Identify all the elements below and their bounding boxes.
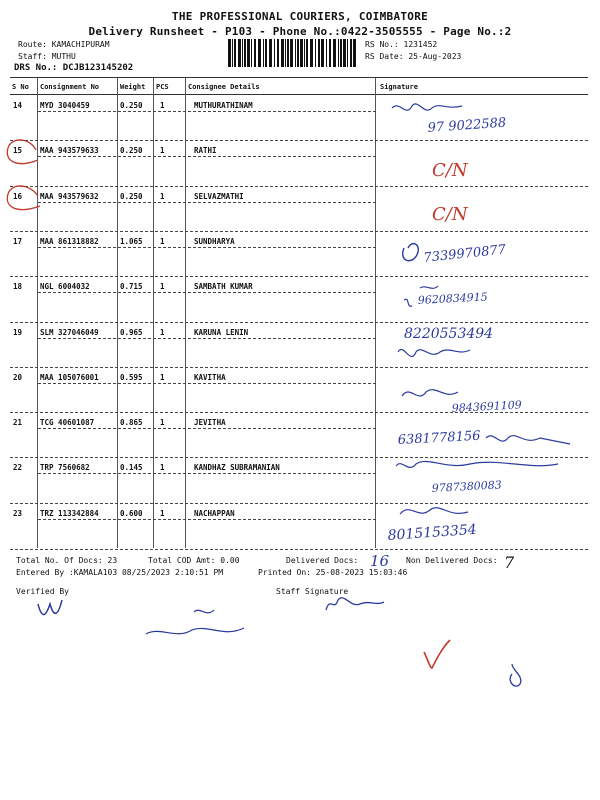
signature-scribble (402, 390, 458, 396)
col-signature-header: Signature (380, 83, 418, 91)
barcode-bar (297, 39, 299, 67)
row-separator (10, 322, 588, 323)
row-consignee: SELVAZMATHI (194, 191, 244, 201)
signature-scribble (392, 104, 462, 110)
barcode-bar (318, 39, 320, 67)
printed-on: Printed On: 25-08-2023 15:03:46 (258, 568, 408, 577)
row-sno: 17 (13, 236, 23, 246)
row-pcs: 1 (160, 146, 165, 156)
row-weight: 0.250 (120, 191, 143, 201)
row-consignee: SAMBATH KUMAR (194, 282, 253, 292)
barcode-bar (338, 39, 339, 67)
row-pcs: 1 (160, 463, 165, 473)
column-divider (117, 78, 118, 548)
barcode-image (228, 39, 358, 67)
route-label: Route: KAMACHIPURAM (18, 40, 110, 49)
row-pcs: 1 (160, 372, 165, 382)
column-divider (37, 78, 38, 548)
row-pcs: 1 (160, 327, 165, 337)
row-sno: 23 (13, 508, 23, 518)
drs-number: DRS No.: DCJB123145202 (14, 63, 134, 73)
red-tick-mark (424, 640, 450, 668)
row-consignment-no: MAA 861318882 (40, 236, 99, 246)
row-separator (10, 186, 588, 187)
row-consignee: MUTHURATHINAM (194, 101, 253, 110)
row-weight: 1.065 (120, 236, 143, 246)
row-sno: 20 (13, 372, 23, 382)
signature-scribble (400, 508, 468, 514)
total-docs-value: 23 (107, 556, 118, 565)
row-pcs: 1 (160, 508, 165, 518)
cod-value: 0.00 (220, 556, 240, 565)
row-underline (38, 292, 376, 293)
signature-scribble (396, 461, 558, 467)
barcode-bar (321, 39, 324, 67)
barcode-bar (274, 39, 275, 67)
rs-number: RS No.: 1231452 (365, 40, 438, 49)
row-signature: 9787380083 (431, 478, 503, 495)
row-consignment-no: MAA 105076001 (40, 372, 99, 382)
row-consignee: KANDHAZ SUBRAMANIAN (194, 463, 280, 473)
row-consignee: KAVITHA (194, 372, 226, 382)
barcode-bar (306, 39, 308, 67)
cod-label: Total COD Amt: (148, 556, 216, 565)
row-weight: 0.145 (120, 463, 143, 473)
barcode-bar (232, 39, 233, 67)
total-docs (16, 556, 117, 565)
row-pcs: 1 (160, 236, 165, 246)
barcode-bar (263, 39, 264, 67)
row-weight: 0.250 (120, 101, 143, 110)
row-consignee: JEVITHA (194, 418, 226, 428)
staff-signature (326, 598, 384, 610)
signature-scribble (404, 286, 438, 306)
row-consignee: SUNDHARYA (194, 236, 235, 246)
row-weight: 0.965 (120, 327, 143, 337)
barcode-bar (244, 39, 246, 67)
red-circle-mark (7, 140, 38, 164)
barcode-bar (242, 39, 243, 67)
row-separator (10, 231, 588, 232)
row-underline (38, 428, 376, 429)
barcode-bar (295, 39, 296, 67)
barcode-bar (247, 39, 250, 67)
row-pcs: 1 (160, 101, 165, 110)
column-divider (153, 78, 154, 548)
barcode-bar (304, 39, 305, 67)
row-sno: 21 (13, 418, 23, 428)
row-sno: 19 (13, 327, 23, 337)
barcode-bar (287, 39, 289, 67)
row-consignment-no: MAA 943579632 (40, 191, 99, 201)
row-consignee: RATHI (194, 146, 217, 156)
ink-mark (510, 664, 521, 686)
row-consignment-no: SLM 327046049 (40, 327, 99, 337)
row-separator (10, 457, 588, 458)
barcode-bar (265, 39, 267, 67)
row-pcs: 1 (160, 282, 165, 292)
signature-scribble (398, 349, 470, 356)
row-consignment-no: TRP 7560682 (40, 463, 90, 473)
non-delivered-docs-value: 7 (504, 553, 515, 572)
row-sno: 22 (13, 463, 23, 473)
row-consignment-no: NGL 6004032 (40, 282, 90, 292)
barcode-bar (310, 39, 313, 67)
entered-by: Entered By :KAMALA103 08/25/2023 2:10:51 PM (16, 568, 224, 577)
row-separator (10, 276, 588, 277)
row-weight: 0.600 (120, 508, 143, 518)
row-pcs: 1 (160, 418, 165, 428)
barcode-bar (281, 39, 284, 67)
table-bottom-rule (10, 549, 588, 550)
row-underline (38, 383, 376, 384)
barcode-bar (326, 39, 327, 67)
col-pcs-header: PCS (156, 83, 169, 91)
barcode-bar (254, 39, 256, 67)
row-signature: C/N (432, 204, 468, 225)
barcode-bar (290, 39, 293, 67)
col-consignee-header: Consignee Details (188, 83, 260, 91)
verifier-second-signature (146, 610, 244, 634)
row-signature: 9620834915 (417, 290, 489, 307)
col-consignment-header: Consignment No (40, 83, 100, 91)
barcode-bar (238, 39, 241, 67)
delivered-docs-label: Delivered Docs: (286, 556, 359, 565)
signature-scribble (486, 436, 570, 444)
verified-by-label: Verified By (16, 587, 69, 596)
barcode-bar (277, 39, 279, 67)
row-consignment-no: MYD 3040459 (40, 101, 90, 110)
company-title: THE PROFESSIONAL COURIERS, COIMBATORE (171, 10, 429, 23)
row-signature: 8220553494 (404, 326, 494, 342)
barcode-bar (234, 39, 236, 67)
row-signature: 9843691109 (451, 398, 523, 415)
delivered-docs-value: 16 (370, 552, 390, 570)
barcode-bar (251, 39, 252, 67)
col-sno-header: S No (12, 83, 29, 91)
row-separator (10, 503, 588, 504)
row-underline (38, 247, 376, 248)
row-consignee: NACHAPPAN (194, 508, 235, 518)
verified-by-signature (38, 600, 62, 615)
barcode-bar (353, 39, 356, 67)
row-underline (38, 338, 376, 339)
row-separator (10, 140, 588, 141)
row-weight: 0.865 (120, 418, 143, 428)
staff-signature-label: Staff Signature (276, 587, 349, 596)
row-sno: 16 (13, 191, 23, 201)
staff-label: Staff: MUTHU (18, 52, 76, 61)
barcode-bar (300, 39, 303, 67)
row-underline (38, 156, 376, 157)
column-divider (185, 78, 186, 548)
row-underline (38, 202, 376, 203)
row-consignment-no: TRZ 113342884 (40, 508, 99, 518)
cod-amount (148, 556, 240, 565)
row-sno: 15 (13, 146, 23, 156)
row-weight: 0.595 (120, 372, 143, 382)
row-signature: C/N (432, 160, 468, 181)
barcode-bar (343, 39, 346, 67)
row-underline (38, 111, 376, 112)
row-signature: 7339970877 (422, 242, 507, 266)
barcode-bar (269, 39, 272, 67)
row-underline (38, 519, 376, 520)
row-consignee: KARUNA LENIN (194, 327, 249, 337)
barcode-bar (347, 39, 348, 67)
row-signature: 6381778156 (397, 428, 481, 448)
table-top-rule (10, 77, 588, 78)
column-divider (375, 78, 376, 548)
row-pcs: 1 (160, 191, 165, 201)
row-signature: 8015153354 (387, 521, 478, 544)
barcode-bar (329, 39, 331, 67)
row-consignment-no: TCG 40601087 (40, 418, 95, 428)
row-weight: 0.715 (120, 282, 143, 292)
total-docs-label: Total No. Of Docs: (16, 556, 103, 565)
non-delivered-docs-label: Non Delivered Docs: (406, 556, 498, 565)
runsheet-subtitle: Delivery Runsheet - P103 - Phone No.:0422-3505555 - Page No.:2 (88, 25, 512, 38)
row-consignment-no: MAA 943579633 (40, 146, 99, 156)
barcode-bar (333, 39, 336, 67)
barcode-bar (285, 39, 286, 67)
barcode-bar (340, 39, 342, 67)
row-separator (10, 412, 588, 413)
row-signature: 97 9022588 (427, 115, 507, 136)
row-sno: 18 (13, 282, 23, 292)
signature-scribble (403, 244, 419, 261)
table-header-rule (10, 94, 588, 95)
row-underline (38, 473, 376, 474)
row-sno: 14 (13, 101, 23, 110)
row-separator (10, 367, 588, 368)
col-weight-header: Weight (120, 83, 146, 91)
barcode-bar (350, 39, 352, 67)
barcode-bar (258, 39, 261, 67)
rs-date: RS Date: 25-Aug-2023 (365, 52, 462, 61)
barcode-bar (315, 39, 316, 67)
barcode-bar (228, 39, 231, 67)
row-weight: 0.250 (120, 146, 143, 156)
